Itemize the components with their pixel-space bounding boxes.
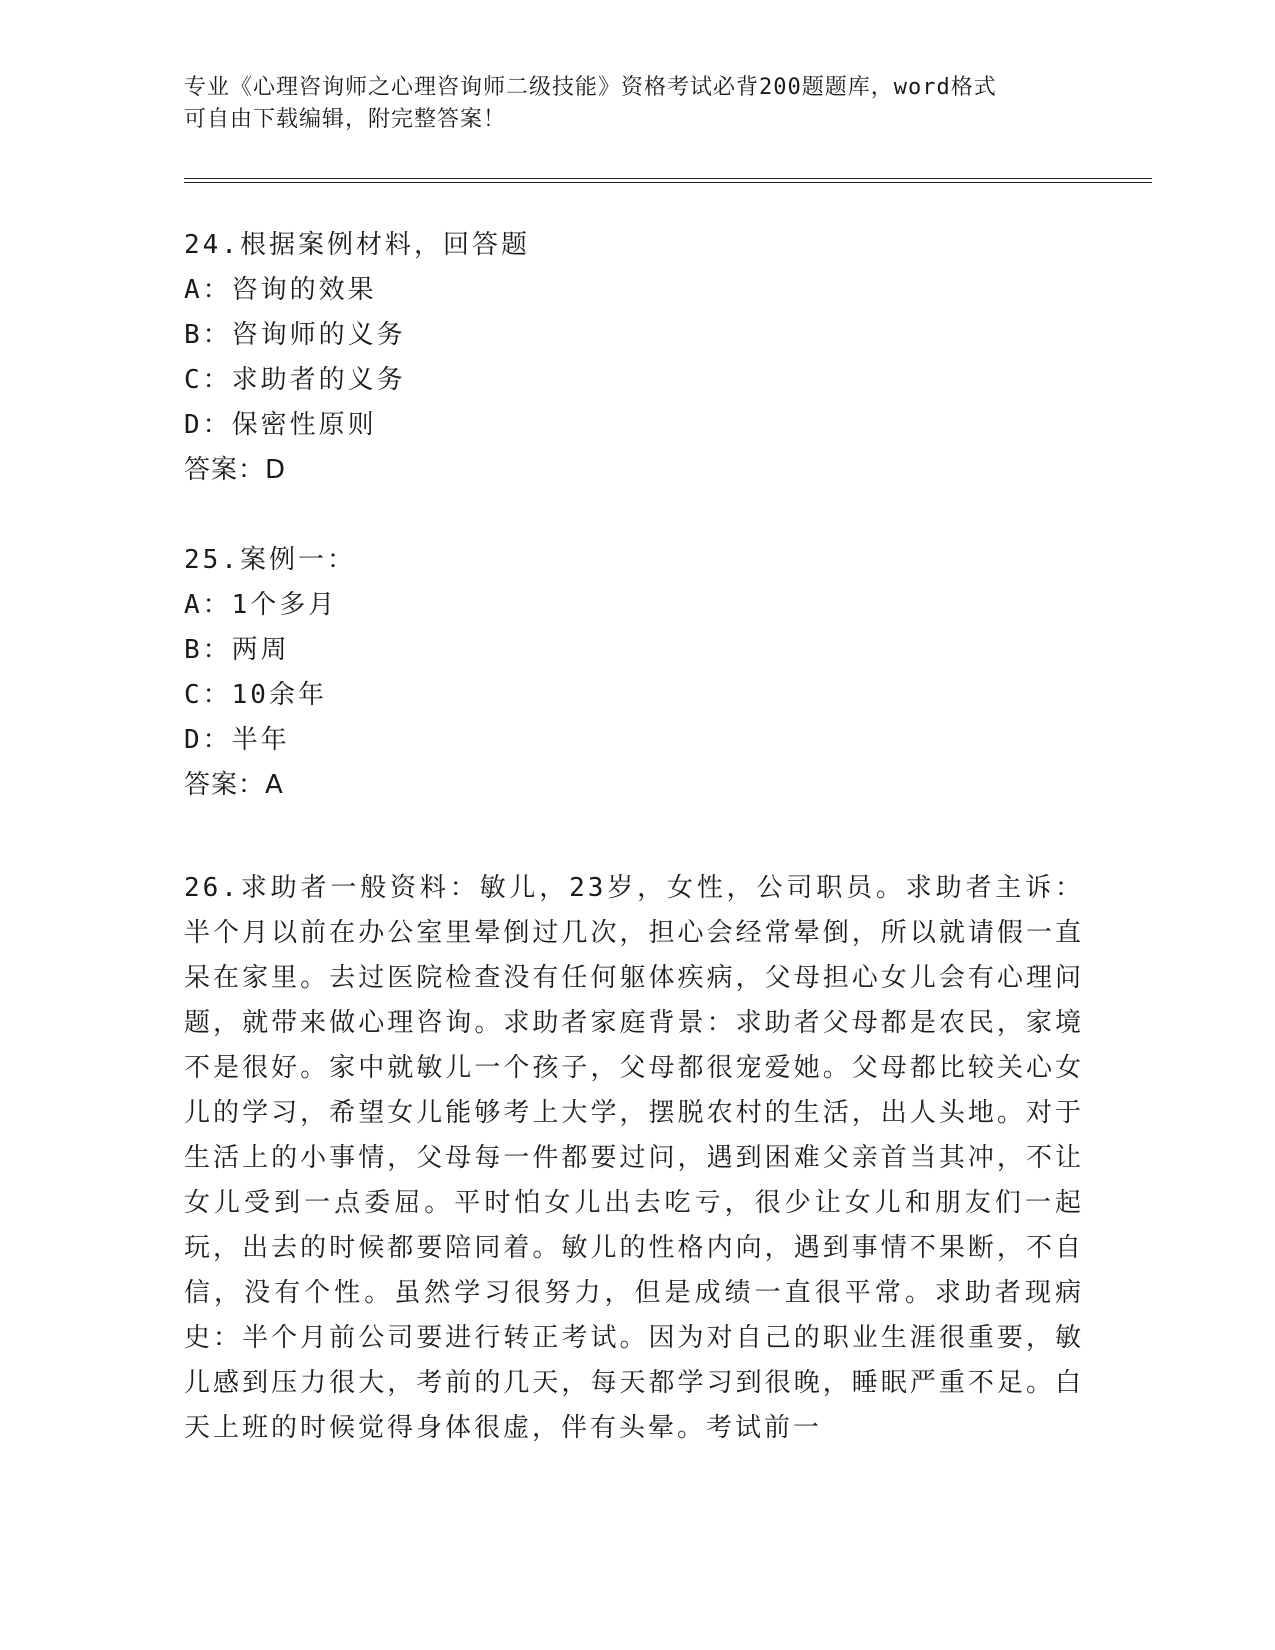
option-d: D：保密性原则 bbox=[184, 410, 377, 440]
header-line-2: 可自由下载编辑，附完整答案！ bbox=[184, 107, 507, 132]
header-line-1: 专业《心理咨询师之心理咨询师二级技能》资格考试必背200题题库，word格式 bbox=[184, 75, 997, 100]
question-25 bbox=[184, 538, 1074, 808]
option-a: A：咨询的效果 bbox=[184, 275, 377, 305]
header-divider bbox=[184, 178, 1152, 183]
option-d: D：半年 bbox=[184, 725, 290, 755]
answer-label: 答案：A bbox=[184, 770, 284, 800]
option-c: C：求助者的义务 bbox=[184, 365, 406, 395]
option-b: B：咨询师的义务 bbox=[184, 320, 406, 350]
question-24 bbox=[184, 223, 1074, 493]
document-header bbox=[184, 72, 1064, 136]
answer-label: 答案：D bbox=[184, 455, 287, 485]
option-b: B：两周 bbox=[184, 635, 290, 665]
question-stem: 25.案例一： bbox=[184, 545, 356, 575]
option-c: C：10余年 bbox=[184, 680, 327, 710]
question-26: 26.求助者一般资料：敏儿，23岁，女性，公司职员。求助者主诉：半个月以前在办公室里晕倒过几次，担心会经常晕倒，所以就请假一直呆在家里。去过医院检查没有任何躯体疾病，父母担心女儿会有心理问题，就带来做心理咨询。求助者家庭背景：求助者父母都是农民，家境不是很好。家中就敏儿一个孩子，父母都很宠爱她。父母都比较关心女儿的学习，希望女儿能够考上大学，摆脱农村的生活，出人头地。对于生活上的小事情，父母每一件都要过问，遇到困难父亲首当其冲，不让女儿受到一点委屈。平时怕女儿出去吃亏，很少让女儿和朋友们一起玩，出去的时候都要陪同着。敏儿的性格内向，遇到事情不果断，不自信，没有个性。虽然学习很努力，但是成绩一直很平常。求助者现病史：半个月前公司要进行转正考试。因为对自己的职业生涯很重要，敏儿感到压力很大，考前的几天，每天都学习到很晚，睡眠严重不足。白天上班的时候觉得身体很虚，伴有头晕。考试前一 bbox=[184, 873, 1084, 1443]
option-a: A：1个多月 bbox=[184, 590, 338, 620]
question-stem: 24.根据案例材料，回答题 bbox=[184, 230, 530, 260]
